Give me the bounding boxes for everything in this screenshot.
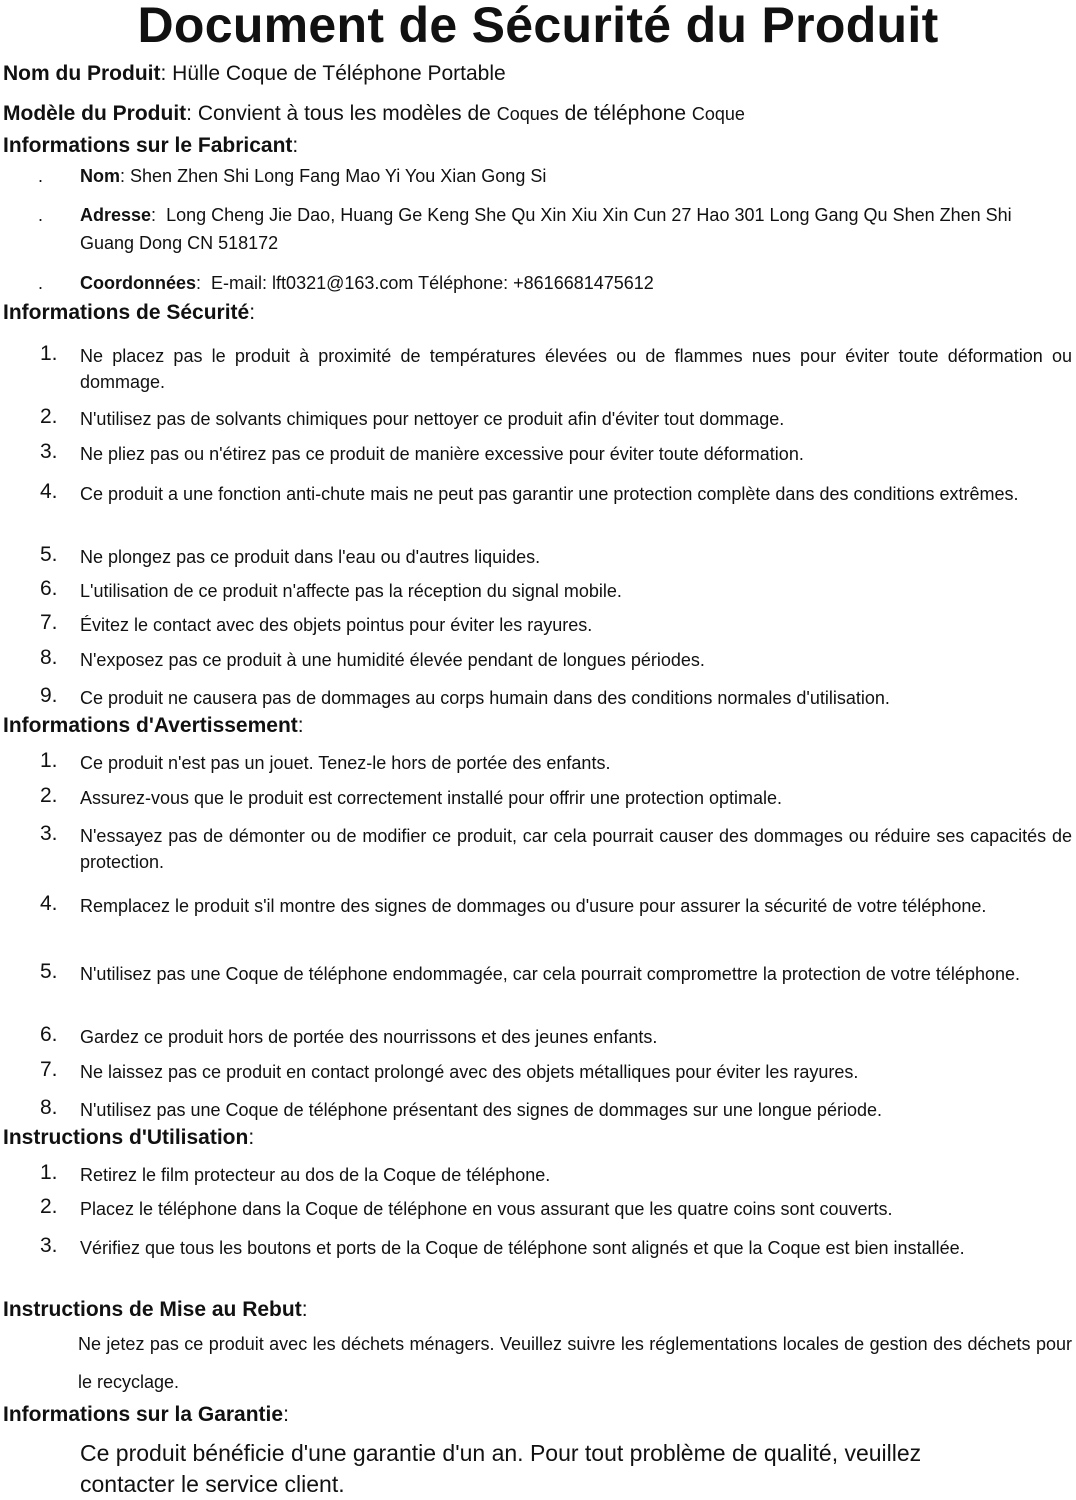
product-model-label: Modèle du Produit bbox=[3, 102, 187, 125]
disposal-heading: Instructions de Mise au Rebut: bbox=[3, 1298, 308, 1321]
warning-item: 2. Assurez-vous que le produit est correctement installé pour offrir une protection optimale. bbox=[40, 784, 783, 808]
usage-heading: Instructions d'Utilisation: bbox=[3, 1126, 255, 1149]
warning-item: 4. Remplacez le produit s'il montre des signes de dommages ou d'usure pour assurer la sécurité de votre téléphone. bbox=[40, 892, 987, 916]
usage-item: 1. Retirez le film protecteur au dos de la Coque de téléphone. bbox=[40, 1161, 551, 1185]
product-model: Modèle du Produit: Convient à tous les modèles de Coques de téléphone Coque bbox=[3, 102, 745, 125]
safety-item: 8. N'exposez pas ce produit à une humidité élevée pendant de longues périodes. bbox=[40, 646, 705, 670]
safety-item: 2. N'utilisez pas de solvants chimiques pour nettoyer ce produit afin d'éviter tout dommage. bbox=[40, 405, 785, 429]
warning-item: 3. N'essayez pas de démonter ou de modifier ce produit, car cela pourrait causer des dommages ou réduire ses capacités de protection. bbox=[40, 822, 1072, 872]
safety-item: 5. Ne plongez pas ce produit dans l'eau ou d'autres liquides. bbox=[40, 543, 541, 567]
safety-item: 7. Évitez le contact avec des objets pointus pour éviter les rayures. bbox=[40, 611, 593, 635]
safety-item: 4. Ce produit a une fonction anti-chute mais ne peut pas garantir une protection complète dans des conditions extrêmes. bbox=[40, 480, 1019, 504]
warning-item: 1. Ce produit n'est pas un jouet. Tenez-le hors de portée des enfants. bbox=[40, 749, 611, 773]
manufacturer-contact: . Coordonnées: E-mail: lft0321@163.com Téléphone: +8616681475612 bbox=[38, 273, 654, 293]
warning-item: 8. N'utilisez pas une Coque de téléphone présentant des signes de dommages sur une longue période. bbox=[40, 1096, 882, 1120]
warranty-text: Ce produit bénéficie d'une garantie d'un an. Pour tout problème de qualité, veuillez contacter le service client. bbox=[80, 1440, 922, 1497]
safety-item: 3. Ne pliez pas ou n'étirez pas ce produit de manière excessive pour éviter toute déformation. bbox=[40, 440, 804, 464]
usage-item: 2. Placez le téléphone dans la Coque de téléphone en vous assurant que les quatre coins sont couverts. bbox=[40, 1195, 893, 1219]
product-name: Nom du Produit: Hülle Coque de Téléphone Portable bbox=[3, 62, 506, 85]
warning-item: 6. Gardez ce produit hors de portée des nourrissons et des jeunes enfants. bbox=[40, 1023, 658, 1047]
usage-item: 3. Vérifiez que tous les boutons et ports de la Coque de téléphone sont alignés et que la Coque est bien installée. bbox=[40, 1234, 965, 1258]
manufacturer-heading: Informations sur le Fabricant: bbox=[3, 134, 299, 157]
product-name-label: Nom du Produit bbox=[3, 62, 161, 85]
product-name-value: Hülle Coque de Téléphone Portable bbox=[172, 62, 506, 85]
warranty-heading: Informations sur la Garantie: bbox=[3, 1403, 289, 1426]
warning-heading: Informations d'Avertissement: bbox=[3, 714, 304, 737]
manufacturer-address: . Adresse: Long Cheng Jie Dao, Huang Ge Keng She Qu Xin Xiu Xin Cun 27 Hao 301 Long Gang Qu Shen Zhen Shi Guang Dong CN 518172 bbox=[38, 205, 1012, 253]
manufacturer-name: . Nom: Shen Zhen Shi Long Fang Mao Yi You Xian Gong Si bbox=[38, 166, 547, 186]
safety-item: 9. Ce produit ne causera pas de dommages au corps humain dans des conditions normales d'utilisation. bbox=[40, 684, 890, 708]
warning-item: 5. N'utilisez pas une Coque de téléphone endommagée, car cela pourrait compromettre la protection de votre téléphone. bbox=[40, 960, 1020, 984]
disposal-text: Ne jetez pas ce produit avec les déchets ménagers. Veuillez suivre les réglementations locales de gestion des déchets pour le recyclage. bbox=[78, 1334, 1072, 1392]
safety-item: 1. Ne placez pas le produit à proximité de températures élevées ou de flammes nues pour éviter toute déformation ou dommage. bbox=[40, 342, 1072, 392]
document-title: Document de Sécurité du Produit bbox=[137, 0, 939, 53]
safety-item: 6. L'utilisation de ce produit n'affecte pas la réception du signal mobile. bbox=[40, 577, 622, 601]
warning-item: 7. Ne laissez pas ce produit en contact prolongé avec des objets métalliques pour éviter les rayures. bbox=[40, 1058, 859, 1082]
safety-heading: Informations de Sécurité: bbox=[3, 301, 256, 324]
